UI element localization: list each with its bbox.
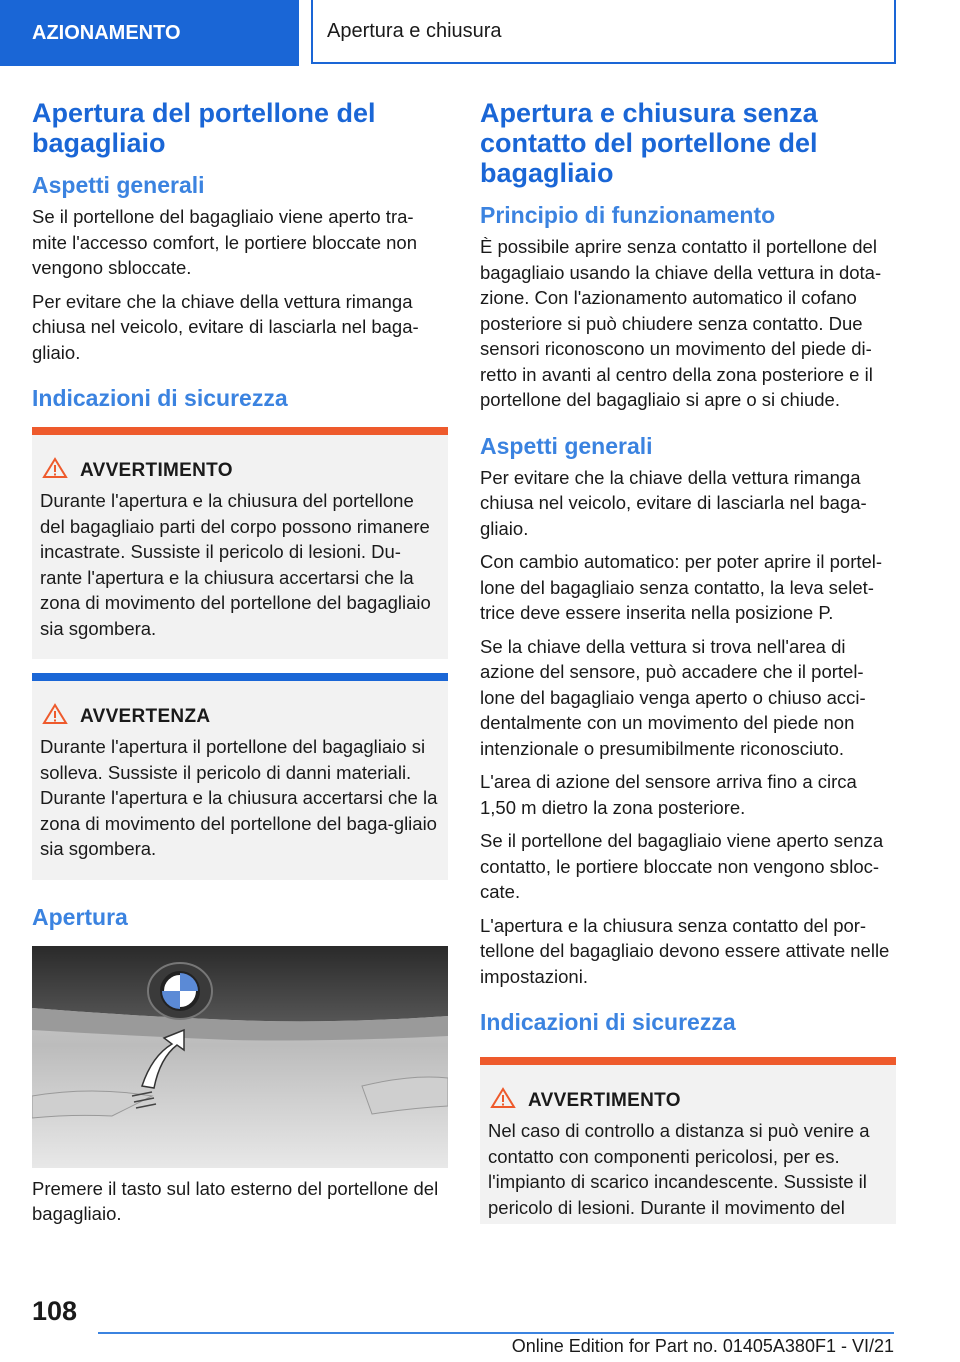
right-warning-notice	[480, 1057, 896, 1224]
right-general-paragraph-6: L'apertura e la chiusura senza contatto del por-tellone del bagagliaio devono essere attivate nelle impostazioni.	[480, 914, 890, 987]
caution-triangle-icon	[42, 703, 68, 730]
caution-notice	[32, 673, 448, 880]
left-general-heading: Aspetti generali	[32, 172, 205, 198]
right-general-paragraph-1: Per evitare che la chiave della vettura rimanga chiusa nel veicolo, evitare di lasciarla nel baga-gliaio.	[480, 466, 867, 539]
right-general-paragraph-4: L'area di azione del sensore arriva fino a circa 1,50 m dietro la zona posteriore.	[480, 771, 857, 818]
right-main-heading: Apertura e chiusura senza contatto del portellone del bagagliaio	[480, 98, 818, 188]
tailgate-button-photo	[32, 946, 448, 1168]
photo-caption: Premere il tasto sul lato esterno del portellone del bagagliaio.	[32, 1177, 439, 1224]
right-warning-text: Nel caso di controllo a distanza si può venire a contatto con componenti pericolosi, per es. l'impianto di scarico incandescente. Sussiste il pericolo di lesioni. Durante il movimento del	[488, 1120, 870, 1218]
warning-notice	[32, 427, 448, 659]
left-general-paragraph-2: Per evitare che la chiave della vettura rimanga chiusa nel veicolo, evitare di lasciarla nel baga-gliaio.	[32, 290, 419, 363]
caution-title: AVVERTENZA	[80, 705, 211, 727]
warning-text: Durante l'apertura e la chiusura del portellone del bagagliaio parti del corpo possono rimanere incastrate. Sussiste il pericolo di lesioni. Du-rante l'apertura e la chiusura accertarsi che la zona di movimento del portellone del bagagliaio sia sgombera.	[40, 490, 431, 639]
right-general-paragraph-3: Se la chiave della vettura si trova nell'area di azione del sensore, può accadere che il portel-lone del bagagliaio venga aperto o chiuso acci-dentalmente con un movimento del piede non intenzionale o presumibilmente riconosciuto.	[480, 635, 866, 759]
section-label: AZIONAMENTO	[32, 21, 181, 44]
chapter-title-box	[311, 0, 896, 64]
right-safety-heading: Indicazioni di sicurezza	[480, 1009, 736, 1035]
right-column	[480, 98, 896, 1224]
right-general-heading: Aspetti generali	[480, 432, 653, 459]
caution-text: Durante l'apertura il portellone del bagagliaio si solleva. Sussiste il pericolo di danni materiali. Durante l'apertura e la chiusura accertarsi che la zona di movimento del portellone del baga-gliaio sia sgombera.	[40, 736, 438, 859]
left-main-heading: Apertura del portellone del bagagliaio	[32, 98, 376, 158]
right-general-paragraph-5: Se il portellone del bagagliaio viene aperto senza contatto, le portiere bloccate non vengono sbloc-cate.	[480, 830, 884, 902]
footer-rule	[98, 1332, 894, 1334]
warning-notice-header	[40, 457, 440, 484]
page-number: 108	[32, 1296, 78, 1326]
right-general-paragraph-2: Con cambio automatico: per poter aprire il portel-lone del bagagliaio senza contatto, la leva selet-trice deve essere inserita nella posizione P.	[480, 551, 883, 623]
opening-heading: Apertura	[32, 903, 128, 930]
left-column	[32, 98, 448, 1235]
warning-title: AVVERTIMENTO	[80, 459, 233, 481]
left-general-paragraph-1: Se il portellone del bagagliaio viene aperto tra-mite l'accesso comfort, le portiere bloccate non vengono sbloccate.	[32, 206, 418, 278]
principle-heading: Principio di funzionamento	[480, 202, 776, 228]
chapter-title: Apertura e chiusura	[327, 19, 502, 42]
principle-paragraph: È possibile aprire senza contatto il portellone del bagagliaio usando la chiave della vettura in dota-zione. Con l'azionamento automatico il cofano posteriore si può chiudere senza contatto. Due sensori riconoscono un movimento del piede di-retto in avanti al centro della zona posteriore e il portellone del bagagliaio si apre o si chiude.	[480, 236, 882, 410]
caution-notice-header	[40, 703, 440, 730]
warning-triangle-icon	[42, 457, 68, 484]
right-warning-title: AVVERTIMENTO	[528, 1089, 681, 1111]
right-warning-triangle-icon	[490, 1087, 516, 1114]
section-tab	[0, 0, 299, 66]
right-warning-notice-header	[488, 1087, 888, 1114]
footer-edition: Online Edition for Part no. 01405A380F1 - VI/21	[511, 1336, 894, 1356]
left-safety-heading: Indicazioni di sicurezza	[32, 385, 288, 411]
